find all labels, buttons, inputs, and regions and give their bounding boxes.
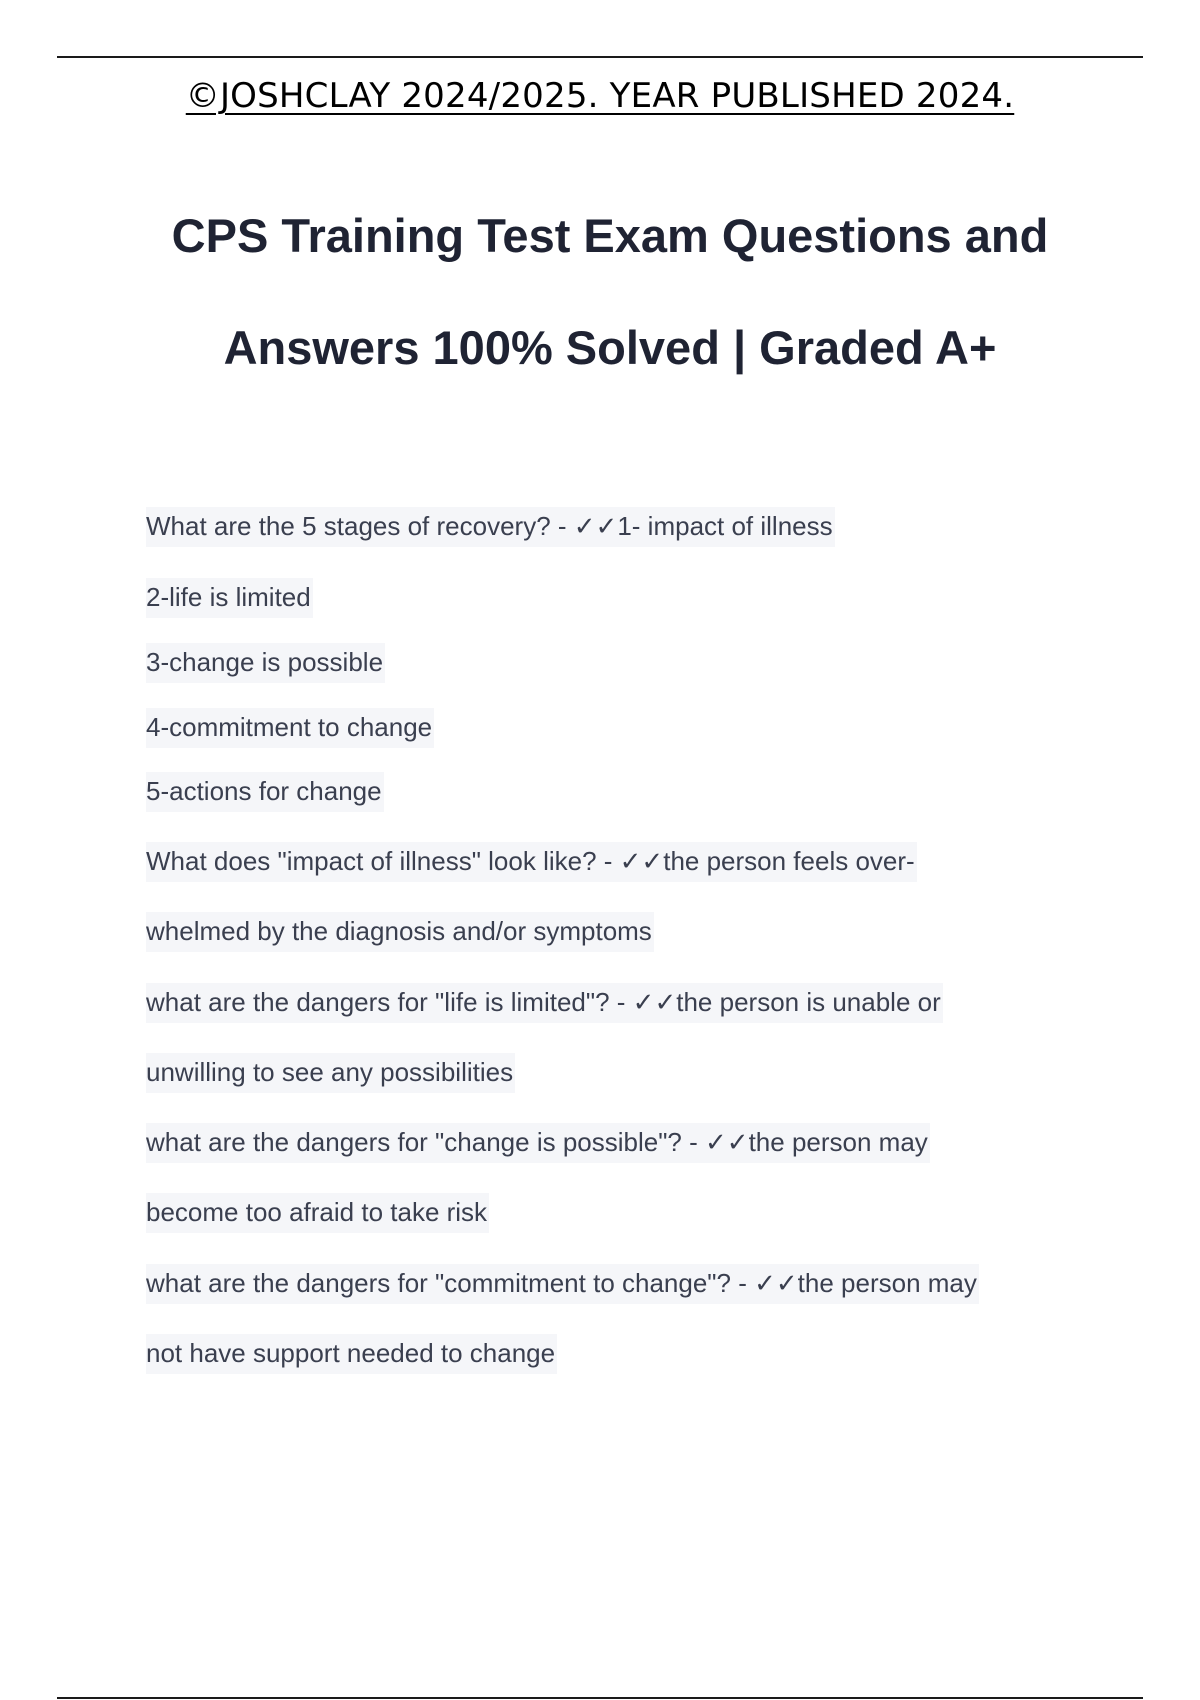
qa-line: 2-life is limited [146,578,313,618]
qa-line: whelmed by the diagnosis and/or symptoms [146,912,654,952]
qa-line: what are the dangers for "life is limited"? - ✓✓the person is unable or [146,983,943,1023]
qa-line: not have support needed to change [146,1334,557,1374]
title-line-1: CPS Training Test Exam Questions and [171,209,1049,262]
qa-line: 4-commitment to change [146,708,434,748]
qa-line: what are the dangers for "commitment to change"? - ✓✓the person may [146,1264,979,1304]
qa-line: What does "impact of illness" look like? - ✓✓the person feels over- [146,842,917,882]
qa-line: 3-change is possible [146,643,385,683]
copyright-text: ©JOSHCLAY 2024/2025. YEAR PUBLISHED 2024. [185,76,1015,116]
title-line-2: Answers 100% Solved | Graded A+ [223,321,997,374]
bottom-rule [57,1697,1143,1699]
top-rule [57,56,1143,58]
copyright-header [0,76,1200,116]
qa-line: 5-actions for change [146,772,384,812]
qa-line: what are the dangers for "change is possible"? - ✓✓the person may [146,1123,930,1163]
qa-line: unwilling to see any possibilities [146,1053,515,1093]
qa-line: What are the 5 stages of recovery? - ✓✓1- impact of illness [146,507,835,547]
document-title [60,208,1160,432]
qa-line: become too afraid to take risk [146,1193,489,1233]
